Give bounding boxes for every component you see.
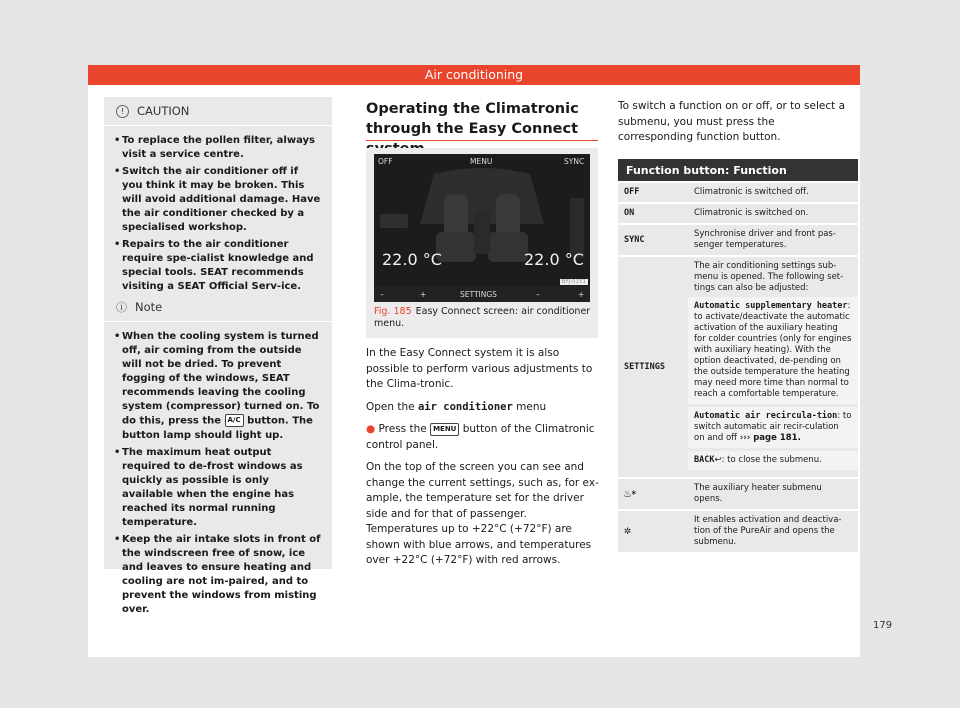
function-key: SYNC: [618, 225, 688, 255]
screen-off-button: OFF: [378, 157, 393, 166]
function-desc: Synchronise driver and front pas-senger temperatures.: [688, 225, 858, 255]
function-table: [618, 157, 858, 554]
section-divider: [366, 140, 598, 141]
caution-title: CAUTION: [137, 104, 190, 118]
note-box: [104, 293, 332, 615]
settings-subitem: Automatic supplementary heater: to activate/deactivate the automatic activation of the auxiliary heating for colder countries (only for engines with auxiliary heating). With the option deactivated, de-pending on the outside temperature the heating may need more time than normal to reach a comfortable temperature.: [688, 297, 858, 404]
section-title: Operating the Climatronic through the Easy Connect: [366, 101, 579, 137]
function-desc: It enables activation and deactiva-tion of the PureAir and opens the submenu.: [688, 511, 858, 552]
note-item: • When the cooling system is turned off, air coming from the outside will not be dried. To prevent fogging of the windows, SEAT recommends leaving the cooling system (compressor) turned on. To do this, press the A/C button. The button lamp should light up.: [114, 330, 322, 443]
settings-intro: The air conditioning settings sub-menu is opened. The following set-tings can also be adjusted:: [694, 261, 844, 293]
body-paragraph: On the top of the screen you can see and change the current settings, such as, for ex-ample, the temperature set for the driver side and for that of passenger. Temperatures up to +22°C (+72°F) are shown with blue arrows, and temperatures over +22°C (+72°F) with red arrows.: [366, 461, 599, 566]
body-paragraph: In the Easy Connect system it is also possible to perform various adjustments to the Clima-tronic.: [366, 347, 593, 390]
image-code: BFJ-0151: [561, 279, 586, 285]
figure-185: [366, 148, 598, 338]
function-desc: Climatronic is switched on.: [688, 204, 858, 223]
right-intro: To switch a function on or off, or to select a submenu, you must press the corresponding function button.: [618, 100, 846, 143]
page-reference: ››› page 181.: [739, 433, 801, 443]
left-plus-button: +: [420, 290, 427, 299]
figure-caption: [374, 306, 592, 330]
car-interior-illustration: [374, 154, 590, 302]
auxiliary-heater-icon: ♨: [624, 485, 632, 500]
caution-item: • To replace the pollen filter, always visit a service centre.: [114, 134, 322, 162]
table-row: [618, 183, 858, 202]
table-row: [618, 511, 858, 552]
screen-sync-button: SYNC: [564, 157, 585, 166]
left-minus-button: –: [380, 290, 384, 299]
function-key: ♨*: [618, 479, 688, 509]
table-row: [618, 225, 858, 255]
note-item: • The maximum heat output required to de-frost windows as quickly as possible is only available when the engine has reached its normal running temperature.: [114, 446, 322, 530]
figure-caption-text: Easy Connect screen: air conditioner menu.: [374, 306, 591, 329]
note-header: [104, 293, 332, 322]
press-menu-step: ● Press the MENU button of the Climatronic control panel.: [366, 423, 595, 451]
settings-subitem: BACK↩: to close the submenu.: [688, 451, 858, 470]
function-key: ON: [618, 204, 688, 223]
page-number: 179: [873, 620, 893, 631]
caution-item: • Repairs to the air conditioner require spe-cialist knowledge and special tools. SEAT recommends visiting a SEAT Official Serv-ice.: [114, 238, 322, 294]
table-header: Function button: Function: [618, 159, 858, 181]
function-key: SETTINGS: [618, 257, 688, 477]
screen-top-bar: [374, 154, 590, 168]
function-desc: [688, 257, 858, 477]
function-key: OFF: [618, 183, 688, 202]
function-key: [618, 511, 688, 552]
info-icon: ⓘ: [116, 301, 127, 314]
bullet-icon: ●: [366, 423, 376, 435]
pureair-icon: ✲: [624, 523, 632, 537]
figure-number: Fig. 185: [374, 306, 412, 317]
table-row: [618, 479, 858, 509]
note-item: • Keep the air intake slots in front of the windscreen free of snow, ice and leaves to ensure heating and cooling are not im-paired, and to prevent the windows from misting over.: [114, 533, 322, 617]
settings-subitem: Automatic air recircula-tion: to switch automatic air recir-culation on and off ››› page 181.: [688, 407, 858, 448]
driver-temperature: 22.0 °C: [382, 250, 442, 269]
ac-button-icon: A/C: [225, 414, 244, 427]
open-menu-heading: Open the air conditioner menu: [366, 400, 547, 413]
caution-list: [104, 126, 332, 294]
caution-icon: !: [116, 105, 129, 118]
right-minus-button: –: [536, 290, 540, 299]
screen-settings-button: SETTINGS: [460, 290, 497, 299]
page-header: Air conditioning: [88, 65, 860, 85]
passenger-temperature: 22.0 °C: [524, 250, 584, 269]
easy-connect-screen: [374, 154, 590, 302]
right-plus-button: +: [578, 290, 585, 299]
screen-menu-button: MENU: [470, 157, 493, 166]
table-row: [618, 257, 858, 477]
screen-bottom-bar: [374, 286, 590, 302]
caution-item: • Switch the air conditioner off if you think it may be broken. This will avoid additional damage. Have the air conditioner checked by a specialised workshop.: [114, 165, 322, 235]
function-desc: The auxiliary heater submenu opens.: [688, 479, 858, 509]
caution-header: [104, 97, 332, 126]
note-title: Note: [135, 300, 163, 314]
menu-button-icon: MENU: [430, 423, 459, 436]
table-row: [618, 204, 858, 223]
back-arrow-icon: ↩: [714, 455, 722, 465]
body-text: [366, 346, 600, 576]
function-desc: Climatronic is switched off.: [688, 183, 858, 202]
note-list: [104, 322, 332, 617]
